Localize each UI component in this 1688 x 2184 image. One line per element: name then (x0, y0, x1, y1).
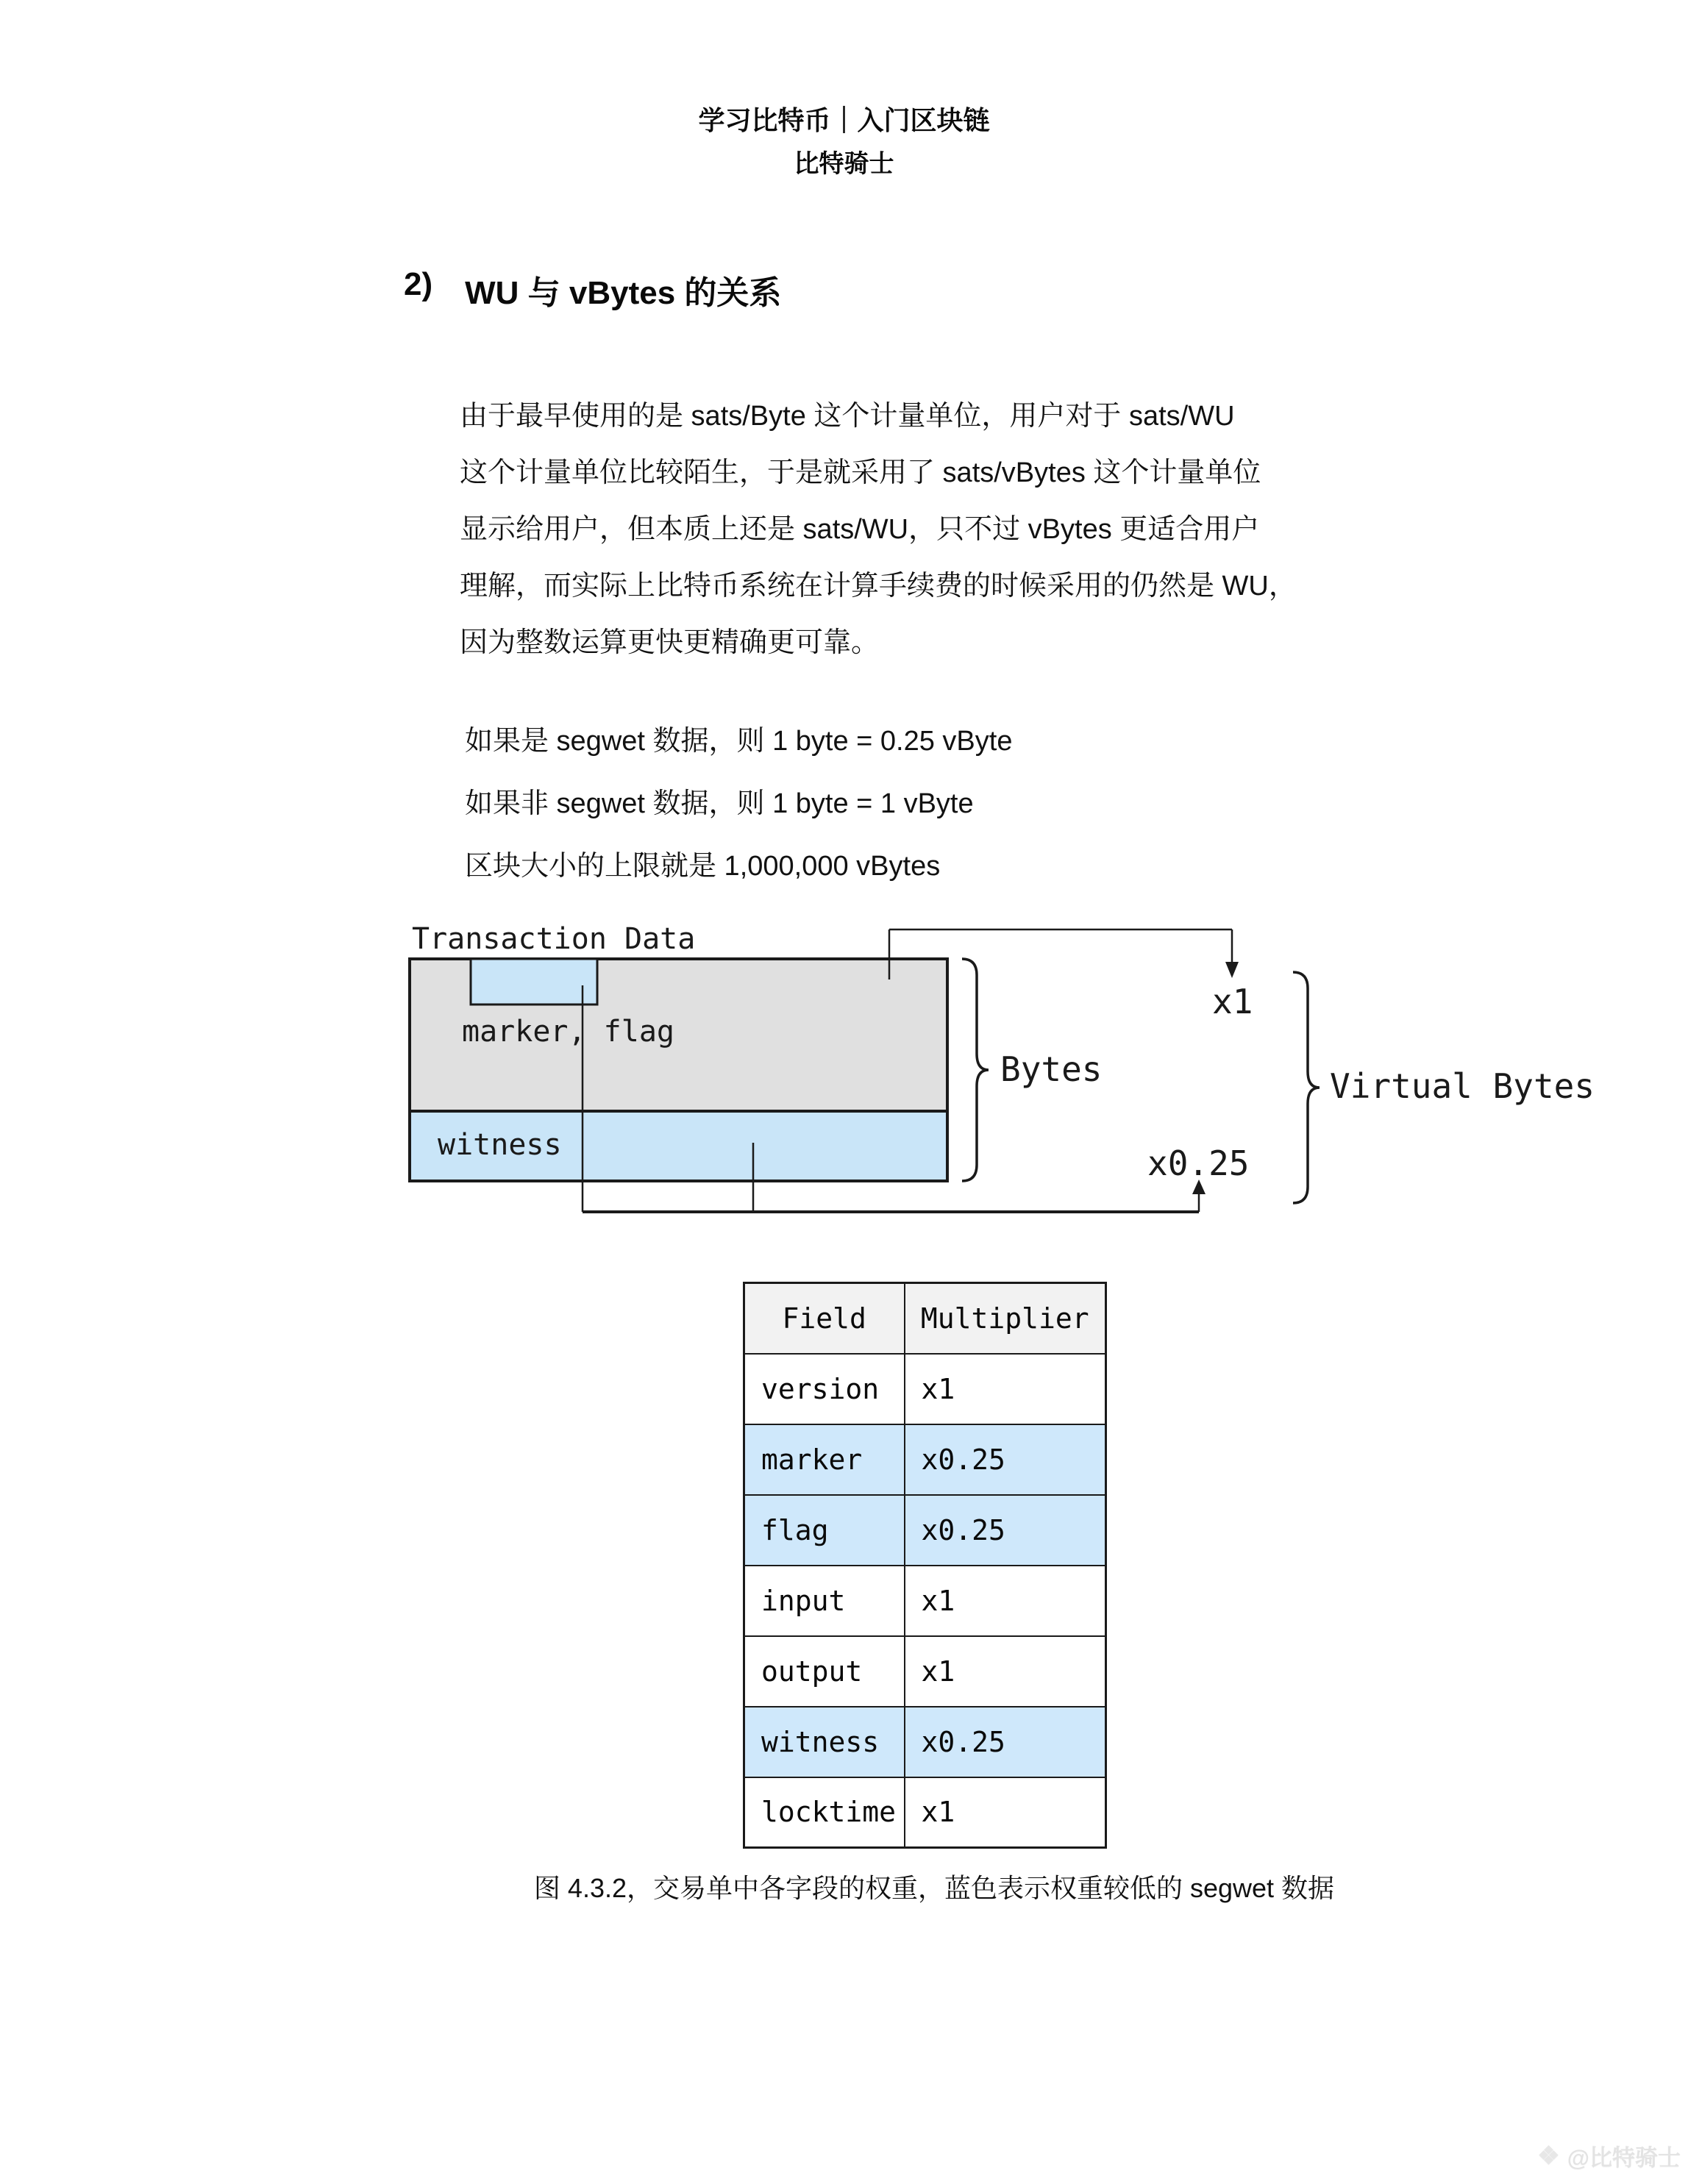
marker-flag-box (471, 959, 597, 1004)
table-row (744, 1777, 1106, 1848)
table-row (744, 1424, 1106, 1495)
doc-header (0, 104, 1688, 179)
x1-arrowhead-icon (1225, 962, 1239, 978)
text-line: 显示给用户，但本质上还是 sats/WU，只不过 vBytes 更适合用户 (460, 514, 1260, 545)
field-column-header: Field (744, 1283, 905, 1354)
multiplier-cell: x1 (905, 1777, 1106, 1848)
text-line: 区块大小的上限就是 1,000,000 vBytes (465, 851, 941, 882)
virtual-bytes-brace (1293, 972, 1320, 1203)
multiplier-cell: x1 (905, 1354, 1106, 1424)
watermark-handle: @比特骑士 (1567, 2145, 1681, 2171)
diagram-title: Transaction Data (412, 922, 696, 956)
bytes-label: Bytes (1000, 1049, 1103, 1089)
watermark (1537, 2139, 1681, 2172)
field-cell: witness (744, 1707, 905, 1777)
marker-flag-label: marker, flag (462, 1015, 674, 1049)
table-row (744, 1495, 1106, 1566)
multiplier-cell: x1 (905, 1636, 1106, 1707)
section-title: WU 与 vBytes 的关系 (465, 275, 782, 311)
doc-title: 学习比特币｜入门区块链 (698, 105, 990, 135)
multiplier-cell: x1 (905, 1566, 1106, 1636)
text-line: 因为整数运算更快更精确更可靠。 (460, 627, 880, 658)
table-row (744, 1707, 1106, 1777)
table-row (744, 1636, 1106, 1707)
field-cell: input (744, 1566, 905, 1636)
table-header-row (744, 1283, 1106, 1354)
x1-label: x1 (1212, 982, 1253, 1021)
field-cell: marker (744, 1424, 905, 1495)
virtual-bytes-label: Virtual Bytes (1330, 1066, 1595, 1106)
text-line: 由于最早使用的是 sats/Byte 这个计量单位，用户对于 sats/WU (460, 401, 1235, 432)
field-cell: output (744, 1636, 905, 1707)
transaction-weight-diagram (397, 918, 1688, 1256)
x025-label: x0.25 (1147, 1143, 1250, 1183)
multiplier-cell: x0.25 (905, 1424, 1106, 1495)
multiplier-table (743, 1282, 1107, 1849)
text-line: 这个计量单位比较陌生，于是就采用了 sats/vBytes 这个计量单位 (460, 457, 1261, 488)
text-line: 如果是 segwet 数据，则 1 byte = 0.25 vByte (465, 726, 1013, 757)
field-cell: flag (744, 1495, 905, 1566)
table-row (744, 1354, 1106, 1424)
doc-author: 比特骑士 (794, 150, 894, 178)
table-row (744, 1566, 1106, 1636)
field-cell: version (744, 1354, 905, 1424)
section-number: 2) (404, 266, 433, 302)
multiplier-column-header: Multiplier (905, 1283, 1106, 1354)
multiplier-cell: x0.25 (905, 1707, 1106, 1777)
bytes-brace (962, 959, 989, 1181)
diamond-logo-icon: ❖ (1537, 2141, 1560, 2170)
text-line: 如果非 segwet 数据，则 1 byte = 1 vByte (465, 788, 974, 819)
paragraph-1 (460, 388, 1297, 671)
section-heading (404, 266, 781, 313)
witness-label: witness (438, 1128, 562, 1162)
multiplier-cell: x0.25 (905, 1495, 1106, 1566)
paragraph-2 (465, 710, 1012, 898)
field-cell: locktime (744, 1777, 905, 1848)
figure-caption: 图 4.3.2，交易单中各字段的权重，蓝色表示权重较低的 segwet 数据 (533, 1873, 1335, 1903)
text-line: 理解，而实际上比特币系统在计算手续费的时候采用的仍然是 WU， (460, 571, 1297, 602)
